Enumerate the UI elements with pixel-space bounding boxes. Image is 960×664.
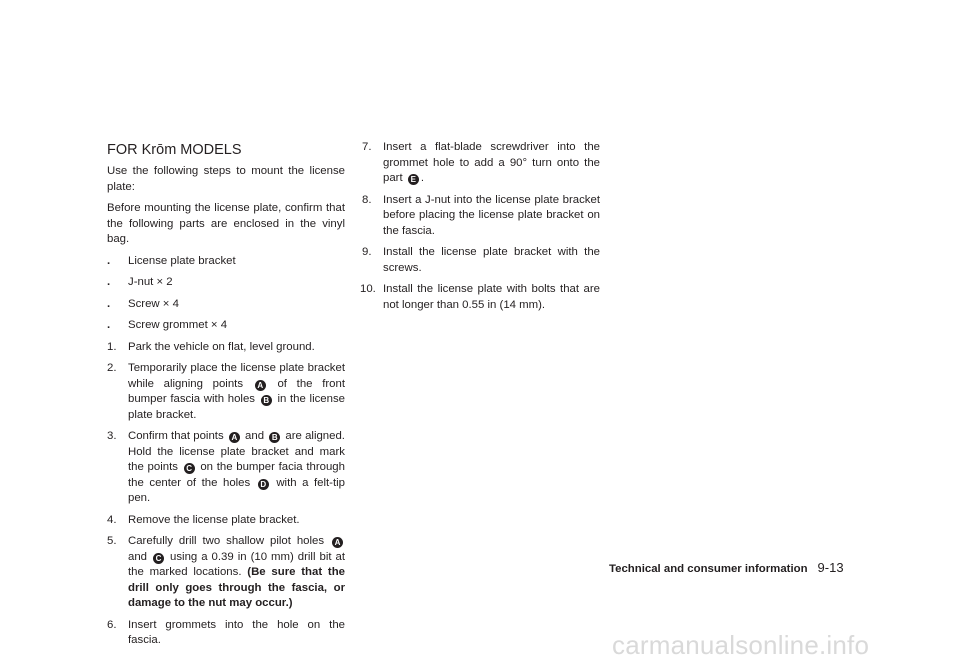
page-footer: [609, 560, 844, 575]
point-c-icon: C: [153, 553, 164, 564]
point-a-icon: A: [255, 380, 266, 391]
step-10: 10. Install the license plate with bolts that are not longer than 0.55 in (14 mm).: [360, 283, 600, 311]
bullet-dot: .: [107, 254, 111, 267]
footer-section-title: Technical and consumer information: [609, 563, 808, 575]
warning-text: (Be sure that the drill only goes through the fascia, or damage to the nut may occur.): [128, 566, 345, 609]
point-a-icon: A: [229, 432, 240, 443]
section-heading: FOR Krōm MODELS: [107, 142, 242, 158]
step-5: 5. Carefully drill two shallow pilot holes A and C using a 0.39 in (10 mm) drill bit at the marked locations. (Be sure that the drill only goes through the fascia, or damage to the nut may occur.): [107, 535, 346, 609]
right-column: [362, 140, 600, 319]
bullet-dot: .: [107, 276, 111, 288]
step-3: 3. Confirm that points A and B are aligned. Hold the license plate bracket and mark the points C on the bumper facia through the center of the holes D with a felt-tip pen.: [107, 430, 345, 504]
point-b-icon: B: [261, 395, 272, 406]
before-text: Before mounting the license plate, confirm that the following parts are enclosed in the vinyl bag.: [107, 202, 345, 245]
step-9: 9. Install the license plate bracket with the screws.: [362, 246, 600, 274]
list-item: . License plate bracket: [107, 254, 345, 270]
bullet-dot: .: [107, 297, 111, 310]
step-4: 4. Remove the license plate bracket.: [107, 513, 300, 526]
list-item: . Screw grommet × 4: [107, 318, 345, 334]
point-c-icon: C: [184, 463, 195, 474]
step-1: 1. Park the vehicle on flat, level ground.: [107, 340, 315, 353]
page-number: 9-13: [817, 560, 844, 575]
intro-text: Use the following steps to mount the license plate:: [107, 165, 345, 193]
list-item: . J-nut × 2: [107, 275, 345, 291]
bullet-dot: .: [107, 319, 111, 331]
list-item: . Screw × 4: [107, 297, 345, 313]
point-d-icon: D: [258, 479, 269, 490]
step-7: 7. Insert a flat-blade screwdriver into the grommet hole to add a 90° turn onto the part E .: [362, 141, 600, 184]
step-6: 6. Insert grommets into the hole on the fascia.: [107, 618, 345, 646]
left-column: [107, 164, 345, 655]
step-8: 8. Insert a J-nut into the license plate bracket before placing the license plate bracket on the fascia.: [362, 193, 600, 237]
point-b-icon: B: [269, 432, 280, 443]
step-2: 2. Temporarily place the license plate bracket while aligning points A of the front bumper fascia with holes B in the license plate bracket.: [107, 362, 346, 421]
point-e-icon: E: [408, 174, 419, 185]
point-a-icon: A: [332, 537, 343, 548]
watermark: carmanualsonline.info: [612, 630, 870, 660]
